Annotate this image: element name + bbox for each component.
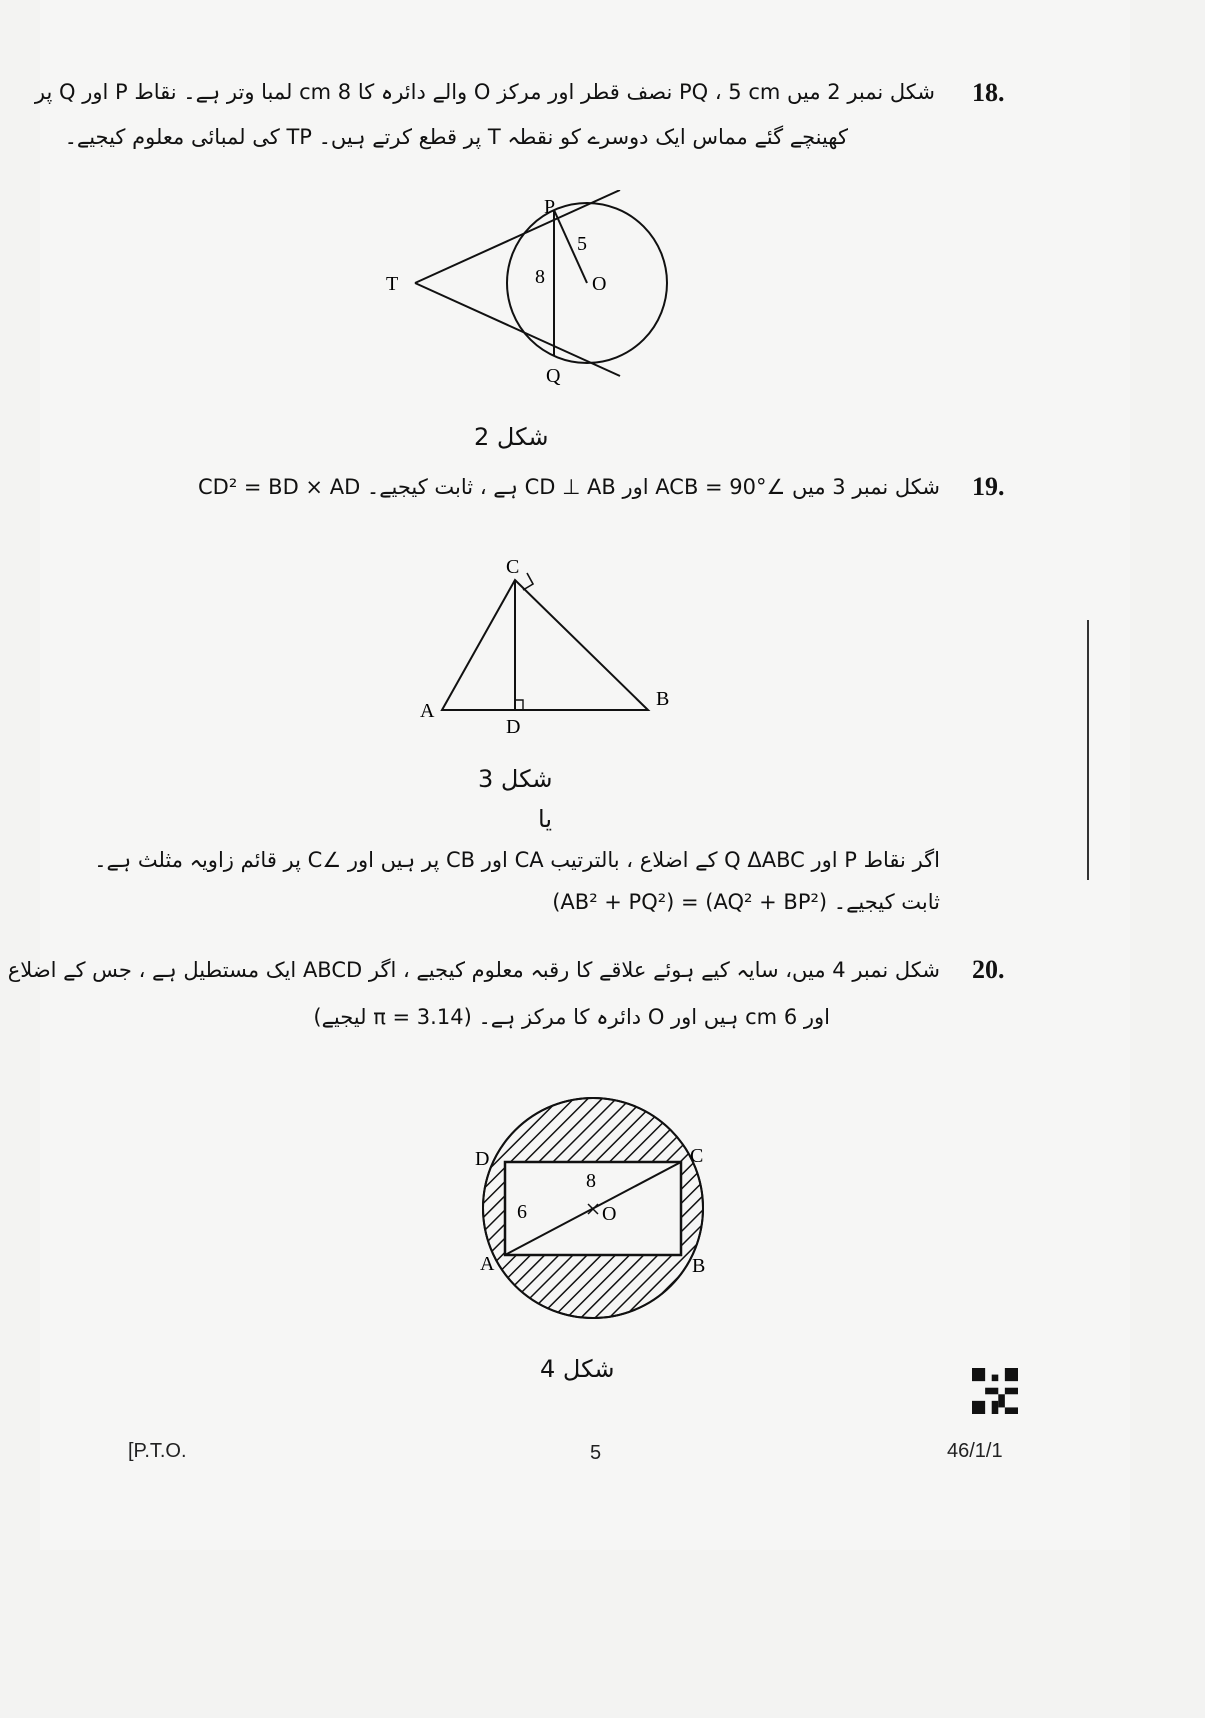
figure-3-label-d: D	[506, 716, 521, 735]
figure-3-right-triangle	[390, 555, 700, 735]
question-20-line-1: شکل نمبر 4 میں، سایہ کیے ہوئے علاقے کا رقبہ معلوم کیجیے ، اگر ABCD ایک مستطیل ہے ، جس کے اضلاع	[7, 958, 940, 982]
figure-4-label-b: B	[692, 1255, 706, 1277]
figure-2-caption: شکل 2	[474, 423, 549, 451]
figure-3-caption: شکل 3	[478, 765, 553, 793]
figure-2-tangent-tp	[415, 190, 620, 283]
or-separator: یا	[538, 805, 552, 833]
figure-3-label-a: A	[420, 700, 435, 722]
figure-4-label-d: D	[475, 1148, 490, 1170]
figure-2-tangent-tq	[415, 283, 620, 376]
question-19-number: 19.	[972, 472, 1005, 501]
question-19-line-1: شکل نمبر 3 میں ∠ACB = 90° اور CD ⊥ AB ہے ، ثابت کیجیے۔ CD² = BD × AD	[197, 475, 940, 499]
figure-2-tangents-circle	[380, 190, 680, 420]
figure-2-label-t: T	[386, 273, 399, 295]
figure-3-label-b: B	[656, 688, 670, 710]
question-19-alt-line-2: ثابت کیجیے۔ (AQ² + BP²) = (AB² + PQ²)	[552, 890, 940, 914]
question-20-line-2: اور 6 cm ہیں اور O دائرہ کا مرکز ہے۔ (π = 3.14 لیجیے)	[313, 1005, 830, 1029]
margin-line	[1087, 620, 1089, 880]
qr-code-icon	[972, 1368, 1018, 1414]
figure-2-label-q: Q	[546, 365, 561, 387]
question-18-line-1: شکل نمبر 2 میں PQ ، 5 cm نصف قطر اور مرکز O والے دائرہ کا 8 cm لمبا وتر ہے۔ نقاط P اور Q پر	[34, 80, 935, 104]
figure-4-circle-rectangle	[440, 1090, 740, 1320]
figure-2-label-o: O	[592, 273, 607, 295]
figure-4-label-o: O	[602, 1203, 617, 1225]
figure-3-triangle-abc	[442, 580, 648, 710]
figure-3-label-c: C	[506, 556, 520, 578]
footer-pto: [P.T.O.	[128, 1440, 187, 1462]
exam-page	[7, 0, 1130, 1550]
figure-2-label-p: P	[544, 196, 556, 218]
footer-paper-code: 46/1/1	[947, 1440, 1003, 1462]
figure-2-label-radius: 5	[577, 233, 587, 255]
figure-3-right-angle-c	[523, 573, 533, 590]
question-18-number: 18.	[972, 78, 1005, 107]
figure-4-caption: شکل 4	[540, 1355, 615, 1383]
figure-3-right-angle-d	[515, 700, 523, 710]
question-20-number: 20.	[972, 955, 1005, 984]
question-18-line-2: کھینچے گئے مماس ایک دوسرے کو نقطہ T پر قطع کرتے ہیں۔ TP کی لمبائی معلوم کیجیے۔	[64, 125, 848, 149]
figure-4-label-a: A	[480, 1253, 495, 1275]
footer-page-number: 5	[590, 1442, 602, 1464]
question-19-alt-line-1: اگر نقاط P اور Q ΔABC کے اضلاع ، بالترتیب CA اور CB پر ہیں اور ∠C پر قائم زاویہ مثلث ہے۔	[94, 848, 940, 872]
figure-4-label-length: 8	[586, 1170, 596, 1192]
figure-2-label-chord: 8	[535, 266, 545, 288]
figure-4-label-c: C	[690, 1145, 704, 1167]
figure-4-label-width: 6	[517, 1201, 527, 1223]
